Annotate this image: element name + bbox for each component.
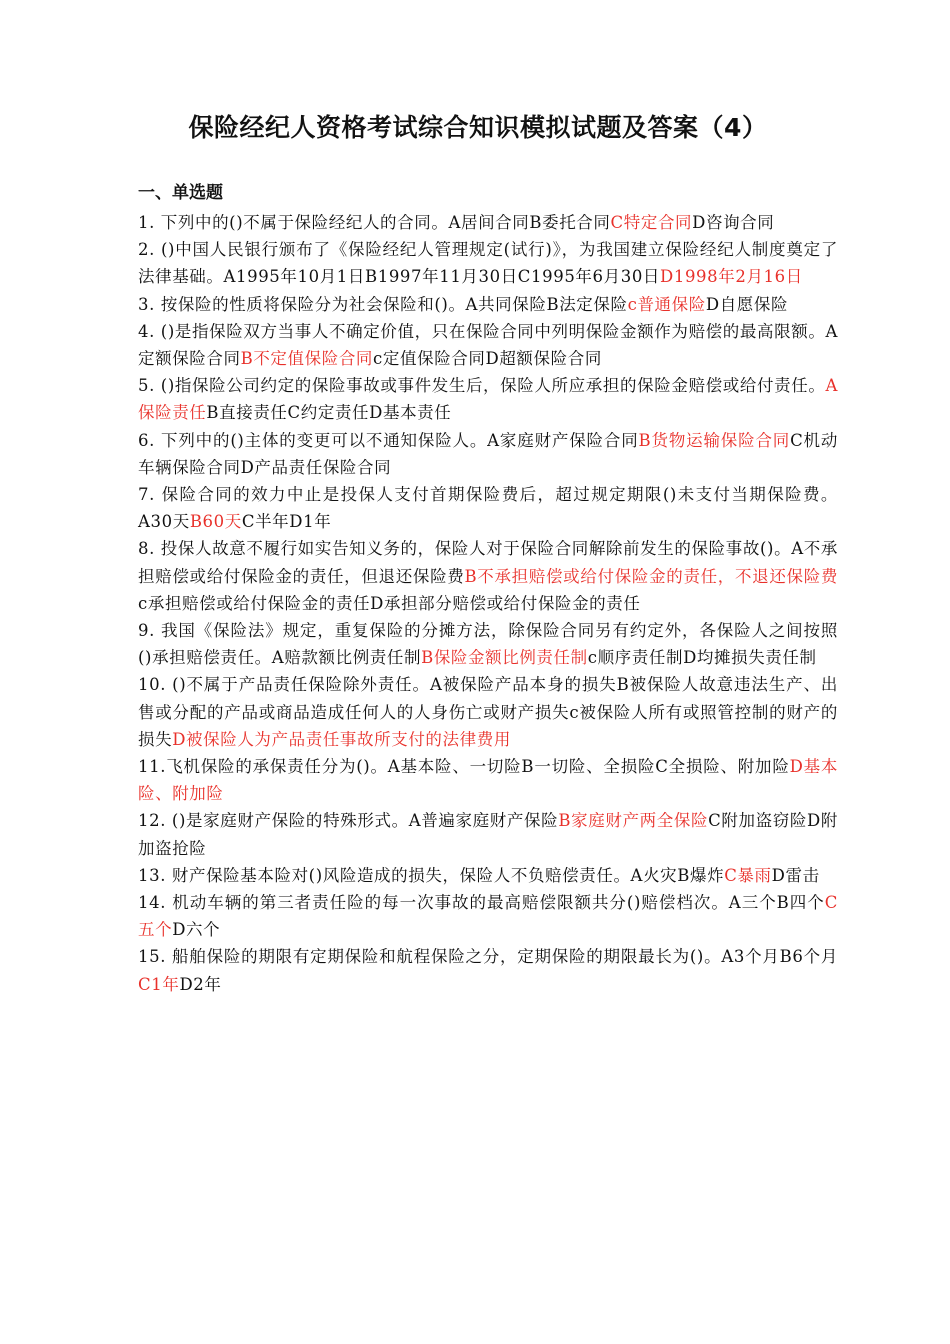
section-heading: 一、单选题 xyxy=(138,183,223,203)
document-page xyxy=(138,108,838,998)
question-text: 10. ()不属于产品责任保险除外责任。A被保险产品本身的损失B被保险人故意违法生产、出售或分配的产品或商品造成任何人的人身伤亡或财产损失c被保险人所有或照管控制的财产的损失 xyxy=(138,675,838,749)
correct-answer: C1年 xyxy=(138,974,180,994)
question-item xyxy=(138,617,838,671)
question-text: 15. 船舶保险的期限有定期保险和航程保险之分，定期保险的期限最长为()。A3个月B6个月 xyxy=(138,947,838,967)
correct-answer: B保险金额比例责任制 xyxy=(421,648,588,668)
question-text: 6. 下列中的()主体的变更可以不通知保险人。A家庭财产保险合同 xyxy=(138,430,639,450)
correct-answer: B货物运输保险合同 xyxy=(638,430,791,450)
question-text: 3. 按保险的性质将保险分为社会保险和()。A共同保险B法定保险 xyxy=(138,294,628,314)
correct-answer: c普通保险 xyxy=(627,294,706,314)
remaining-options: D2年 xyxy=(179,974,222,994)
remaining-options: C机动车辆保险合同D产品责任保险合同 xyxy=(138,430,838,477)
question-item xyxy=(138,372,838,426)
correct-answer: D基本险、附加险 xyxy=(138,757,838,804)
remaining-options: D雷击 xyxy=(771,865,820,885)
correct-answer: B60天 xyxy=(189,512,242,532)
remaining-options: D自愿保险 xyxy=(705,294,789,314)
question-list xyxy=(138,209,838,998)
remaining-options: C半年D1年 xyxy=(241,512,332,532)
remaining-options: D咨询合同 xyxy=(692,213,775,232)
correct-answer: C暴雨 xyxy=(724,865,772,885)
correct-answer: D被保险人为产品责任事故所支付的法律费用 xyxy=(172,729,511,749)
remaining-options: c顺序责任制D均摊损失责任制 xyxy=(587,648,817,668)
correct-answer: C特定合同 xyxy=(610,213,693,232)
question-text: 8. 投保人故意不履行如实告知义务的，保险人对于保险合同解除前发生的保险事故()。A不承担赔偿或给付保险金的责任，但退还保险费 xyxy=(138,539,838,586)
remaining-options: c定值保险合同D超额保险合同 xyxy=(373,349,602,369)
question-text: 11.飞机保险的承保责任分为()。A基本险、一切险B一切险、全损险C全损险、附加险 xyxy=(138,757,790,777)
question-item xyxy=(138,889,838,943)
remaining-options: D六个 xyxy=(172,920,221,940)
remaining-options: c承担赔偿或给付保险金的责任D承担部分赔偿或给付保险金的责任 xyxy=(138,593,641,613)
question-item xyxy=(138,862,838,889)
correct-answer: B不定值保险合同 xyxy=(240,349,374,369)
question-item xyxy=(138,209,838,236)
question-item xyxy=(138,535,838,617)
question-item xyxy=(138,236,838,290)
correct-answer: A保险责任 xyxy=(138,376,838,423)
question-text: 2. ()中国人民银行颁布了《保险经纪人管理规定(试行)》，为我国建立保险经纪人制度奠定了法律基础。A1995年10月1日B1997年11月30日C1995年6月30日 xyxy=(138,240,838,287)
question-text: 9. 我国《保险法》规定，重复保险的分摊方法，除保险合同另有约定外，各保险人之间按照()承担赔偿责任。A赔款额比例责任制 xyxy=(138,621,838,668)
question-text: 1. 下列中的()不属于保险经纪人的合同。A居间合同B委托合同 xyxy=(138,213,611,232)
remaining-options: B直接责任C约定责任D基本责任 xyxy=(206,403,452,423)
question-item xyxy=(138,753,838,807)
question-item xyxy=(138,943,838,997)
correct-answer: D1998年2月16日 xyxy=(660,267,803,287)
document-title: 保险经纪人资格考试综合知识模拟试题及答案（4） xyxy=(188,113,768,142)
question-text: 12. ()是家庭财产保险的特殊形式。A普遍家庭财产保险 xyxy=(138,811,559,831)
question-item xyxy=(138,318,838,372)
question-item xyxy=(138,671,838,753)
question-item xyxy=(138,807,838,861)
question-item xyxy=(138,427,838,481)
question-item xyxy=(138,291,838,318)
question-text: 4. ()是指保险双方当事人不确定价值，只在保险合同中列明保险金额作为赔偿的最高限额。A定额保险合同 xyxy=(138,321,838,369)
remaining-options: C附加盗窃险D附加盗抢险 xyxy=(138,811,839,858)
question-text: 14. 机动车辆的第三者责任险的每一次事故的最高赔偿限额共分()赔偿档次。A三个B四个 xyxy=(138,893,825,913)
question-text: 13. 财产保险基本险对()风险造成的损失，保险人不负赔偿责任。A火灾B爆炸 xyxy=(138,865,725,885)
correct-answer: B家庭财产两全保险 xyxy=(558,811,709,831)
question-text: 5. ()指保险公司约定的保险事故或事件发生后，保险人所应承担的保险金赔偿或给付责任。 xyxy=(138,376,826,396)
correct-answer: C五个 xyxy=(138,893,838,940)
question-text: 7. 保险合同的效力中止是投保人支付首期保险费后，超过规定期限()未支付当期保险费。A30天 xyxy=(138,485,838,532)
question-item xyxy=(138,481,838,535)
correct-answer: B不承担赔偿或给付保险金的责任，不退还保险费 xyxy=(464,566,838,586)
